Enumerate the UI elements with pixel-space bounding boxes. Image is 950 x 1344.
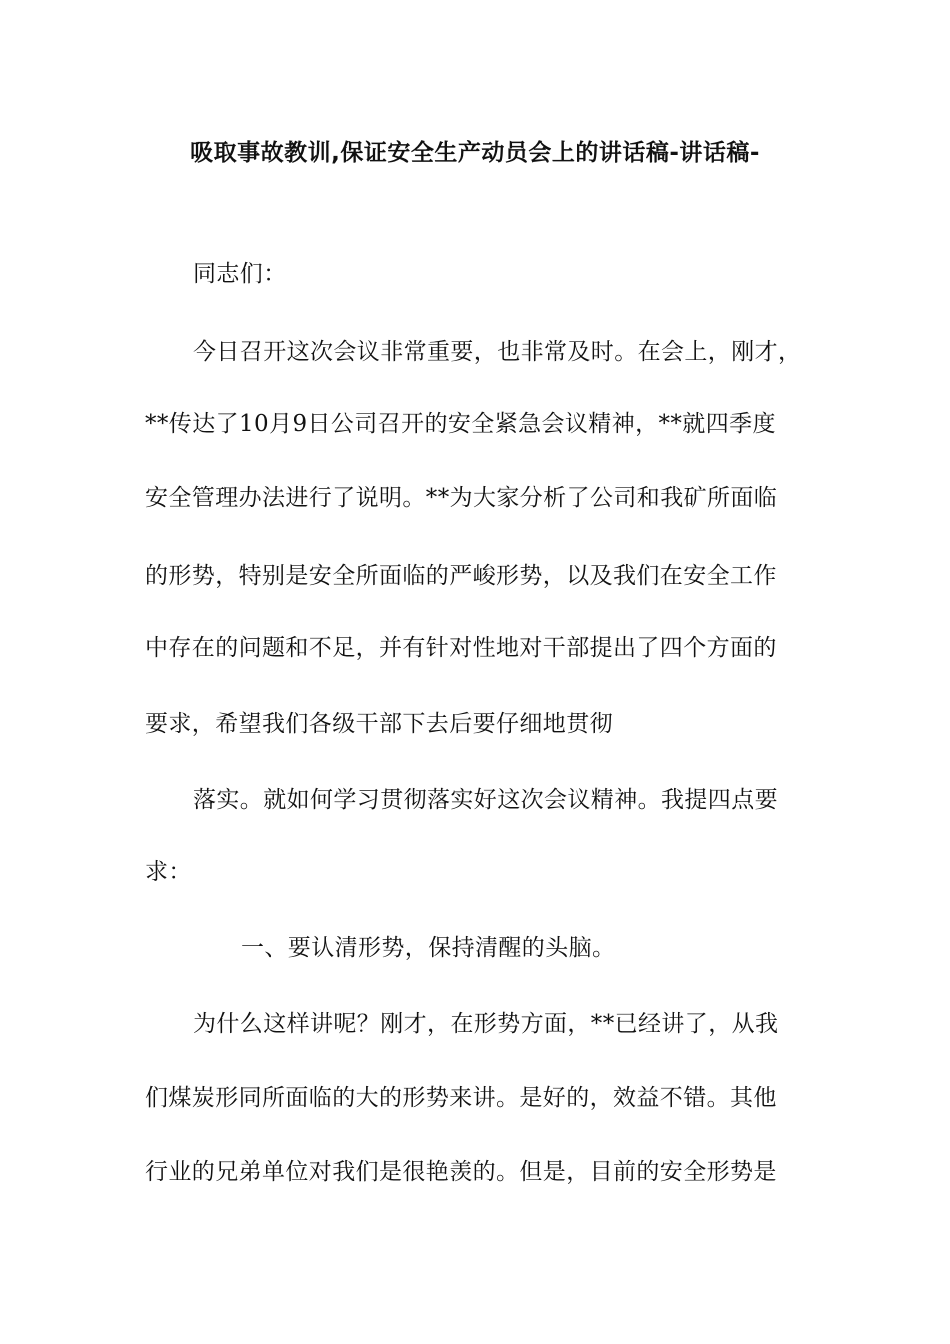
body-line: 行业的兄弟单位对我们是很艳羡的。但是，目前的安全形势是 — [145, 1159, 777, 1185]
body-line: 们煤炭形同所面临的大的形势来讲。是好的，效益不错。其他 — [145, 1085, 777, 1111]
body-line: 的形势，特别是安全所面临的严峻形势，以及我们在安全工作 — [145, 563, 777, 589]
body-line: 安全管理办法进行了说明。**为大家分析了公司和我矿所面临 — [145, 485, 778, 511]
body-line: 求： — [145, 859, 192, 885]
body-line: 中存在的问题和不足，并有针对性地对干部提出了四个方面的 — [145, 635, 777, 661]
body-line: **传达了10月9日公司召开的安全紧急会议精神，**就四季度 — [145, 411, 776, 437]
body-line: 要求，希望我们各级干部下去后要仔细地贯彻 — [145, 711, 613, 737]
document-title: 吸取事故教训,保证安全生产动员会上的讲话稿-讲话稿- — [190, 140, 760, 166]
body-line: 今日召开这次会议非常重要，也非常及时。在会上，刚才， — [193, 339, 802, 365]
body-line: 落实。就如何学习贯彻落实好这次会议精神。我提四点要 — [193, 787, 778, 813]
body-line: 为什么这样讲呢？刚才，在形势方面，**已经讲了，从我 — [193, 1011, 779, 1037]
salutation-line: 同志们： — [193, 261, 287, 287]
section-heading: 一、要认清形势，保持清醒的头脑。 — [241, 935, 616, 961]
